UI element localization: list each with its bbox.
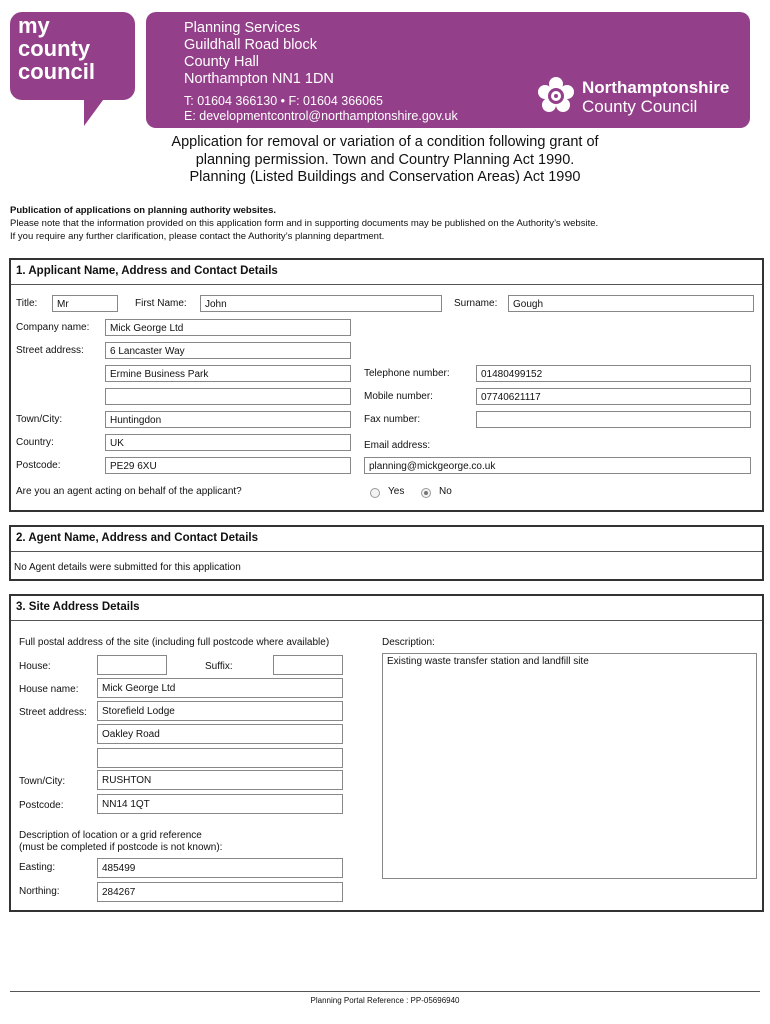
title-label: Title: — [16, 298, 38, 309]
site-street-label: Street address: — [19, 707, 87, 718]
section-title: 3. Site Address Details — [16, 601, 140, 613]
office-address — [184, 20, 334, 88]
mobile-label: Mobile number: — [364, 391, 433, 402]
easting-field[interactable]: 485499 — [97, 858, 343, 878]
house-field[interactable] — [97, 655, 167, 675]
first-name-label: First Name: — [135, 298, 187, 309]
street-field-3[interactable] — [105, 388, 351, 405]
site-street-field-1[interactable]: Storefield Lodge — [97, 701, 343, 721]
section-title: 1. Applicant Name, Address and Contact Details — [16, 265, 278, 277]
council-name — [582, 78, 729, 116]
surname-label: Surname: — [454, 298, 498, 309]
house-name-field[interactable]: Mick George Ltd — [97, 678, 343, 698]
company-field[interactable]: Mick George Ltd — [105, 319, 351, 336]
northing-field[interactable]: 284267 — [97, 882, 343, 902]
house-name-label: House name: — [19, 684, 79, 695]
agent-no-label: No — [439, 486, 452, 497]
site-postcode-field[interactable]: NN14 1QT — [97, 794, 343, 814]
logo-line: my — [18, 13, 50, 38]
agent-note: No Agent details were submitted for this application — [14, 562, 241, 573]
description-field[interactable]: Existing waste transfer station and landfill site — [382, 653, 757, 879]
country-label: Country: — [16, 437, 54, 448]
planning-portal-reference: Planning Portal Reference : PP-05696940 — [310, 996, 460, 1005]
publication-notice — [10, 218, 598, 243]
fax-label: Fax number: — [364, 414, 421, 425]
surname-field[interactable]: Gough — [508, 295, 754, 312]
phone-line: T: 01604 366130 • F: 01604 366065 — [184, 94, 383, 108]
description-label: Description: — [382, 637, 435, 648]
rose-emblem-icon — [536, 76, 576, 116]
easting-label: Easting: — [19, 862, 56, 873]
suffix-field[interactable] — [273, 655, 343, 675]
council-name-line: Northamptonshire — [582, 78, 730, 97]
postcode-field[interactable]: PE29 6XU — [105, 457, 351, 474]
section-agent — [9, 525, 764, 581]
section-divider — [11, 551, 762, 552]
agent-yes-radio[interactable] — [370, 488, 380, 498]
postcode-label: Postcode: — [16, 460, 61, 471]
location-description — [19, 830, 222, 854]
title-line: planning permission. Town and Country Planning Act 1990. — [195, 151, 575, 168]
email-line[interactable]: E: developmentcontrol@northamptonshire.gov.uk — [184, 109, 458, 123]
footer-divider — [10, 991, 760, 992]
site-postcode-label: Postcode: — [19, 800, 64, 811]
section-divider — [11, 620, 762, 621]
street-field-1[interactable]: 6 Lancaster Way — [105, 342, 351, 359]
title-line: Application for removal or variation of a condition following grant of — [171, 134, 599, 150]
agent-no-radio[interactable] — [421, 488, 431, 498]
mobile-field[interactable]: 07740621117 — [476, 388, 751, 405]
title-field[interactable]: Mr — [52, 295, 118, 312]
section-title: 2. Agent Name, Address and Contact Details — [16, 532, 258, 544]
house-label: House: — [19, 661, 51, 672]
street-label: Street address: — [16, 345, 84, 356]
address-line: Planning Services — [184, 20, 301, 36]
location-description-line: Description of location or a grid reference — [19, 830, 202, 841]
office-contact — [184, 94, 458, 124]
publication-line: Please note that the information provided on this application form and in supporting documents may be published on the Authority’s website. — [10, 218, 599, 229]
title-line: Planning (Listed Buildings and Conservation Areas) Act 1990 — [189, 169, 581, 185]
section-site-address — [9, 594, 764, 912]
site-street-field-3[interactable] — [97, 748, 343, 768]
logo-text — [18, 14, 128, 83]
agent-question: Are you an agent acting on behalf of the applicant? — [16, 486, 242, 497]
fax-field[interactable] — [476, 411, 751, 428]
publication-line: If you require any further clarification, please contact the Authority’s planning department. — [10, 230, 385, 242]
northing-label: Northing: — [19, 886, 60, 897]
company-label: Company name: — [16, 322, 90, 333]
address-line: Northampton NN1 1DN — [184, 71, 334, 87]
telephone-label: Telephone number: — [364, 368, 450, 379]
logo-line: county — [18, 36, 91, 61]
email-field[interactable]: planning@mickgeorge.co.uk — [364, 457, 751, 474]
town-label: Town/City: — [16, 414, 63, 425]
street-field-2[interactable]: Ermine Business Park — [105, 365, 351, 382]
address-line: County Hall — [184, 54, 259, 70]
site-street-field-2[interactable]: Oakley Road — [97, 724, 343, 744]
telephone-field[interactable]: 01480499152 — [476, 365, 751, 382]
town-field[interactable]: Huntingdon — [105, 411, 351, 428]
form-title — [0, 134, 770, 187]
publication-heading: Publication of applications on planning authority websites. — [10, 205, 277, 216]
site-town-label: Town/City: — [19, 776, 66, 787]
section-applicant — [9, 258, 764, 512]
country-field[interactable]: UK — [105, 434, 351, 451]
site-town-field[interactable]: RUSHTON — [97, 770, 343, 790]
email-label: Email address: — [364, 440, 431, 451]
agent-yes-label: Yes — [388, 486, 405, 497]
address-line: Guildhall Road block — [184, 37, 317, 53]
council-name-line: County Council — [582, 97, 698, 116]
council-logo-tail — [84, 96, 106, 126]
suffix-label: Suffix: — [205, 661, 233, 672]
location-description-line: (must be completed if postcode is not known): — [19, 842, 223, 853]
header-banner — [146, 12, 750, 128]
site-address-intro: Full postal address of the site (including full postcode where available) — [19, 637, 330, 648]
logo-line: council — [18, 59, 96, 84]
section-divider — [11, 284, 762, 285]
first-name-field[interactable]: John — [200, 295, 442, 312]
